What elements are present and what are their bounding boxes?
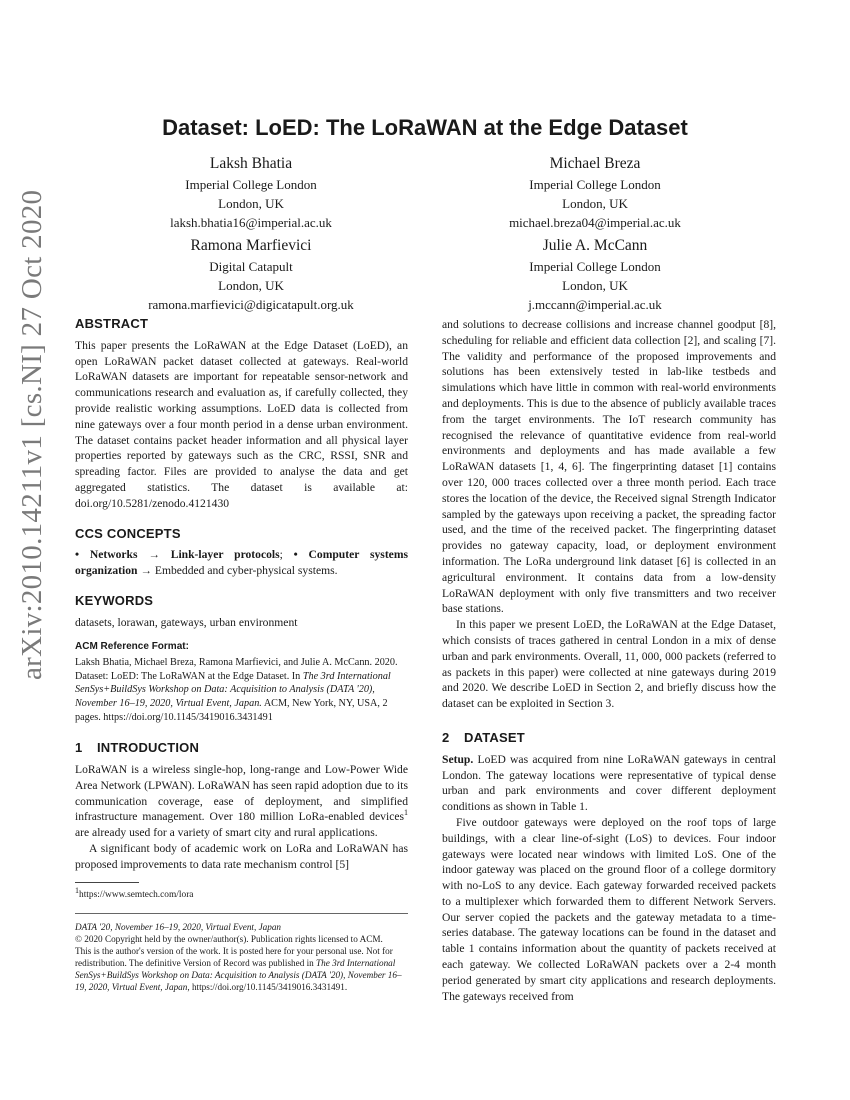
abstract-text: This paper presents the LoRaWAN at the Edge Dataset (LoED), an open LoRaWAN packet dataset collected at gateways. Real-world LoRaWAN datasets are important for repeatable sensor-network and communications research and evaluation as, if carefully collected, they provide realistic working assumptions. LoED data is collected from nine gateways over a four month period in a dense urban environment. The dataset contains packet header information and all physical layer properties reported by gateways such as the CRC, RSSI, SNR and spreading factor. Files are provided to analyse the data and get aggregated statistics. The dataset is available at: doi.org/10.5281/zenodo.4121430 [75,338,408,510]
author-block [86,153,416,232]
right-column [442,317,776,1004]
acm-reference-text [75,656,408,724]
copyright-block [75,922,408,993]
keywords-heading: KEYWORDS [75,592,154,608]
author-name: Julie A. McCann [542,237,648,254]
acm-reference [75,640,408,725]
author-block [430,235,760,314]
acm-ref-part: ACM, New York, NY, USA, 2 pages. https://doi.org/10.1145/3419016.3431491 [75,697,388,723]
section-number: 1 [75,740,83,756]
author-email: michael.breza04@imperial.ac.uk [509,215,681,230]
body-paragraph: and solutions to decrease collisions and increase channel goodput [8], scheduling for reliable and efficient data collection [2], and scaling [7]. The validity and performance of the proposed improvements and solutions has been extensively tested in lab-like testbeds and simulations which have little in common with real-world environments and deployments. This is due to the absence of publicly available traces from the target environments. The IoT research community has recognised the relevance of quantitative evidence from real-world environments and deployments and has made available a few LoRaWAN datasets [1, 4, 6]. The fingerprinting dataset [1] contains over 120, 000 traces collected over a three month period. Each trace stores the location of the device, the Received signal Strength Indicator sampled by the gateways upon receiving a packet, the spreading factor used, and the time of the received packet. The fingerprinting dataset provides no gateway capacity, load, or deployment environment information. The LoRa underground link dataset [6] is collected in an agricultural environment. It contains data from a low-density LoRaWAN deployment with only five transmitters and two receiver base stations. [442,318,776,616]
author-affiliation: Imperial College London [529,177,661,192]
author-name: Ramona Marfievici [190,237,312,254]
acm-ref-venue: The 3rd International SenSys+BuildSys Workshop on Data: Acquisition to Analysis (DATA '20), November 16–19, 2020, Virtual Event, Japan. [75,670,391,709]
section-number: 2 [442,729,450,745]
copyright-venue: DATA '20, November 16–19, 2020, Virtual Event, Japan [75,922,282,933]
author-location: London, UK [562,196,628,211]
body-paragraph [442,752,776,815]
author-affiliation: Imperial College London [185,177,317,192]
arxiv-stamp: arXiv:2010.14211v1 [cs.NI] 27 Oct 2020 [16,189,48,680]
footnote-marker: 1 [404,808,408,818]
section-title: INTRODUCTION [97,740,200,756]
ccs-separator: ; [279,548,294,562]
author-name: Michael Breza [549,155,641,172]
author-email: ramona.marfievici@digicatapult.org.uk [148,297,354,312]
paper-title: Dataset: LoED: The LoRaWAN at the Edge Dataset [162,115,688,140]
author-email: laksh.bhatia16@imperial.ac.uk [170,215,332,230]
ccs-item: • Networks → Link-layer protocols [75,548,280,562]
author-email: j.mccann@imperial.ac.uk [528,297,662,312]
intro-paragraph [75,762,408,841]
author-affiliation: Imperial College London [529,259,661,274]
author-name: Laksh Bhatia [209,155,293,172]
footnote-text: https://www.semtech.com/lora [79,890,194,901]
author-block [86,235,416,314]
body-paragraph: In this paper we present LoED, the LoRaWAN at the Edge Dataset, which consists of traces gathered in central London in a mix of dense urban and park environments. Overall, 11, 000, 000 packets (referred to as packets in this paper) were collected at nine gateways during 2019 and 2020. We describe LoED in Section 2, and briefly discuss how the dataset can be exploited in Section 3. [442,618,776,711]
footnote-rule [75,882,139,883]
paragraph-label: Setup. [442,752,474,766]
keywords-text: datasets, lorawan, gateways, urban environment [75,615,298,629]
author-block [430,153,760,232]
copyright-venue: The 3rd International SenSys+BuildSys Workshop on Data: Acquisition to Analysis (DATA '20), November 16–19, 2020, Virtual Event, Japan [75,958,402,993]
body-text: LoED was acquired from nine LoRaWAN gateways in central London. The gateway locations were representative of typical dense urban and park environments and cover different deployment conditions as shown in Table 1. [442,752,776,814]
acm-ref-part: Laksh Bhatia, Michael Breza, Ramona Marfievici, and Julie A. McCann. 2020. Dataset: LoED: The LoRaWAN at the Edge Dataset. In [75,657,398,682]
author-location: London, UK [218,278,284,293]
ccs-item-rest: → Embedded and cyber-physical systems. [137,564,338,578]
copyright-text: , https://doi.org/10.1145/3419016.3431491. [187,982,348,993]
copyright-line: © 2020 Copyright held by the owner/author(s). Publication rights licensed to ACM. [75,934,383,945]
intro-paragraph: A significant body of academic work on LoRa and LoRaWAN has proposed improvements to data rate mechanism control [5] [75,841,408,871]
section-heading-dataset [442,730,776,746]
intro-text: LoRaWAN is a wireless single-hop, long-range and Low-Power Wide Area Network (LPWAN). LoRaWAN has seen rapid adoption due to its communication coverage, ease of deployment, and simplified infrastructure management. Over 180 million LoRa-enabled devices [75,762,408,824]
ccs-item: • Computer systems organization [75,548,408,578]
intro-text: are already used for a variety of smart city and rural applications. [75,826,378,840]
author-location: London, UK [218,196,284,211]
abstract-heading: ABSTRACT [75,316,149,331]
left-column [75,316,408,994]
footnote-number: 1 [75,886,79,896]
acm-reference-heading: ACM Reference Format: [75,640,189,652]
author-location: London, UK [562,278,628,293]
section-heading-intro [75,740,408,756]
ccs-text [75,547,408,579]
body-paragraph: Five outdoor gateways were deployed on the roof tops of large buildings, with a clear line-of-sight (LoS) to devices. Four indoor gateways were located near windows with limited LoS. One of the indoor gateway was placed on the ground floor of a college dormitory with no-LoS to any device. Each gateway forwarded received packets to a multiplexer which forwarded them to different Network Servers. Our server copied the packets and the gateway metadata to a time-series database. The gateway locations can be found in the dataset and table 1 contains information about the quantity of packets received at each gateway. We collected LoRaWAN packets over a 2-4 month period generated by smart city applications and research deployments. The gateways received from [442,815,776,1003]
author-affiliation: Digital Catapult [209,259,293,274]
footnote [75,886,408,901]
copyright-rule [75,913,408,914]
section-title: DATASET [464,729,525,745]
ccs-heading: CCS CONCEPTS [75,525,181,541]
copyright-text: This is the author's version of the work. It is posted here for your personal use. Not for redistribution. The definitive Version of Record was published in [75,946,393,969]
copyright-line [75,946,408,994]
